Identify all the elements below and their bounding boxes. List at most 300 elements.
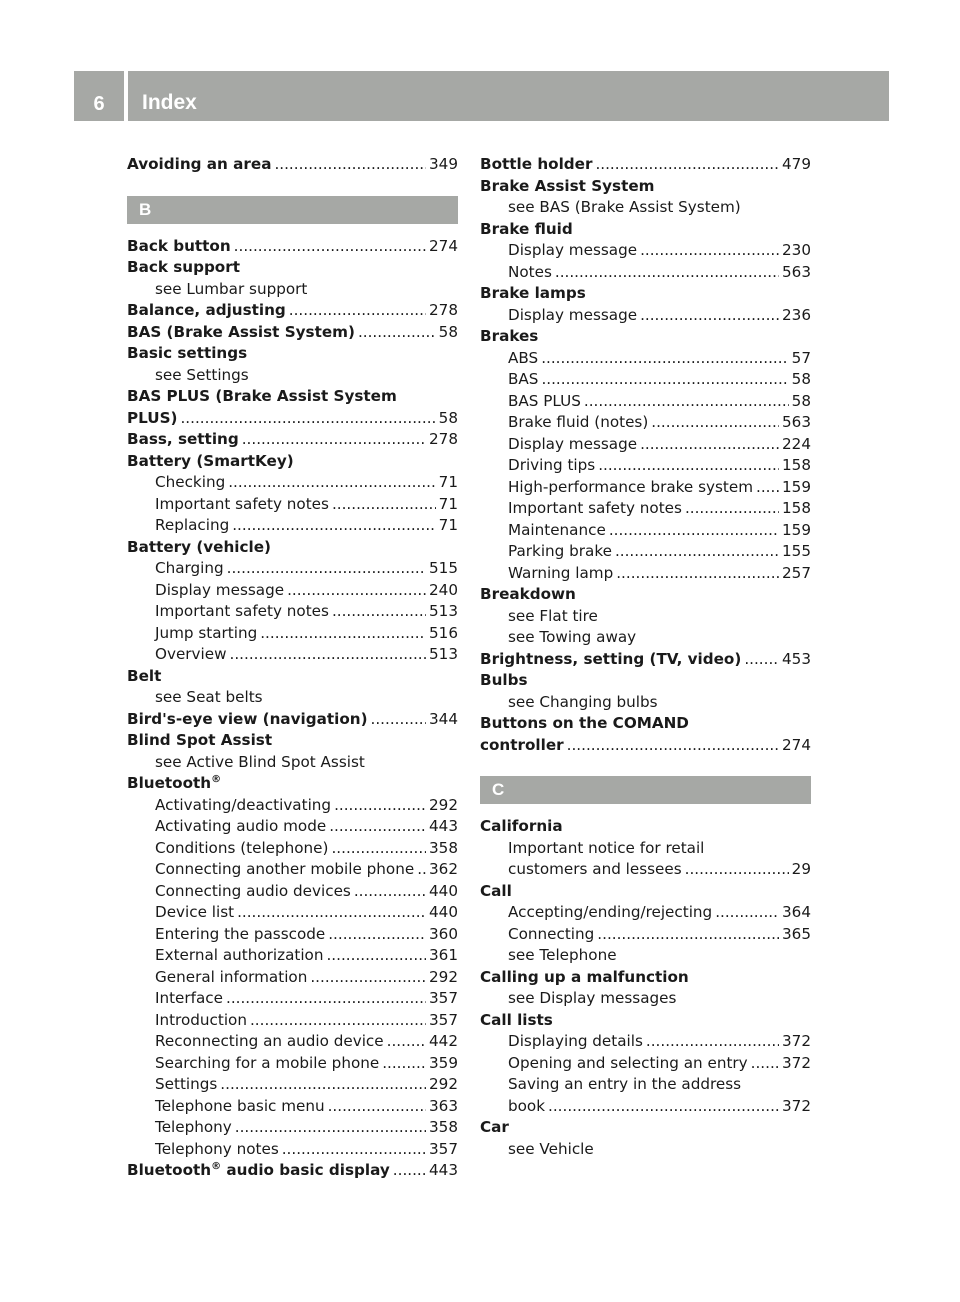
index-subentry	[127, 1096, 458, 1118]
page-reference: 292	[429, 967, 458, 986]
entry-text	[155, 494, 329, 516]
entry-text	[480, 713, 689, 735]
entry-text	[508, 692, 658, 714]
index-subentry	[127, 752, 458, 774]
index-subentry	[480, 692, 811, 714]
dot-leader	[260, 623, 426, 645]
entry-label: Brake fluid	[480, 219, 573, 238]
dot-leader	[651, 412, 779, 434]
dot-leader	[685, 859, 789, 881]
index-subentry	[127, 365, 458, 387]
index-entry	[480, 816, 811, 838]
entry-label: Brakes	[480, 327, 539, 345]
index-subentry	[480, 197, 811, 219]
page-reference: 513	[429, 602, 458, 620]
entry-label: see Active Blind Spot Assist	[155, 752, 365, 771]
dot-leader	[289, 300, 426, 322]
entry-text	[127, 773, 221, 795]
dot-leader	[274, 154, 426, 176]
index-entry	[127, 257, 458, 279]
index-subentry	[480, 305, 811, 327]
index-subentry	[127, 472, 458, 494]
entry-label: Call	[480, 881, 512, 900]
entry-text	[508, 412, 648, 434]
entry-label: Back support	[127, 258, 240, 276]
dot-leader	[567, 735, 779, 757]
entry-text	[155, 580, 284, 602]
dot-leader	[227, 558, 426, 580]
dot-leader	[332, 601, 426, 623]
entry-text	[508, 902, 712, 924]
dot-leader	[331, 838, 426, 860]
index-subentry	[127, 580, 458, 602]
entry-label: BAS (Brake Assist System)	[127, 322, 355, 341]
entry-text	[508, 563, 613, 585]
entry-text	[127, 709, 368, 731]
page-reference: 29	[791, 860, 811, 878]
index-subentry	[480, 945, 811, 967]
dot-leader	[744, 649, 779, 671]
entry-text	[127, 154, 271, 176]
index-entry	[127, 322, 458, 344]
entry-label: Interface	[155, 989, 223, 1007]
entry-text	[127, 537, 271, 559]
entry-text	[508, 541, 612, 563]
page-reference: 71	[438, 494, 458, 513]
entry-label: see Seat belts	[155, 688, 263, 706]
entry-label: Reconnecting an audio device	[155, 1032, 384, 1050]
entry-text	[155, 558, 224, 580]
entry-label: see Towing away	[508, 628, 637, 646]
entry-text	[127, 257, 240, 279]
page-reference: 158	[782, 456, 811, 474]
index-subentry	[480, 348, 811, 370]
index-subentry	[480, 412, 811, 434]
entry-text	[155, 795, 331, 817]
index-entry	[480, 1117, 811, 1139]
entry-text	[155, 1010, 247, 1032]
index-subentry	[480, 240, 811, 262]
dot-leader	[640, 434, 779, 456]
index-entry	[480, 735, 811, 757]
page-reference: 358	[429, 838, 458, 857]
entry-label: Basic settings	[127, 344, 248, 362]
dot-leader	[371, 709, 426, 731]
index-entry	[127, 343, 458, 365]
entry-label: Opening and selecting an entry	[508, 1053, 748, 1072]
index-entry	[480, 176, 811, 198]
entry-label: book	[508, 1096, 546, 1115]
entry-text	[508, 606, 598, 628]
index-entry	[127, 236, 458, 258]
index-subentry	[480, 455, 811, 477]
dot-leader	[417, 859, 426, 881]
index-subentry	[480, 477, 811, 499]
entry-label: Introduction	[155, 1010, 247, 1029]
index-entry	[127, 408, 458, 430]
index-entry	[480, 1010, 811, 1032]
entry-text	[127, 451, 294, 473]
entry-text	[508, 924, 594, 946]
index-subentry	[480, 1139, 811, 1161]
index-entry	[480, 649, 811, 671]
page-reference: 58	[438, 408, 458, 427]
entry-text	[155, 838, 328, 860]
dot-leader	[609, 520, 779, 542]
entry-text	[480, 326, 538, 348]
entry-label: Bass, setting	[127, 430, 239, 448]
index-entry	[480, 881, 811, 903]
index-subentry	[127, 279, 458, 301]
page-reference: 357	[429, 989, 458, 1007]
entry-text	[155, 902, 234, 924]
index-subentry	[127, 945, 458, 967]
dot-leader	[234, 236, 426, 258]
entry-text	[155, 601, 329, 623]
dot-leader	[548, 1096, 779, 1118]
entry-label: Call lists	[480, 1010, 553, 1029]
entry-label: Checking	[155, 473, 226, 491]
page-reference: 58	[791, 391, 811, 410]
entry-label: Bottle holder	[480, 155, 593, 173]
page-reference: 358	[429, 1118, 458, 1136]
entry-text	[127, 300, 286, 322]
entry-label: Display message	[155, 580, 285, 599]
entry-text	[155, 623, 257, 645]
index-subentry	[127, 1139, 458, 1161]
page-reference: 357	[429, 1139, 458, 1158]
index-entry	[127, 154, 458, 176]
dot-leader	[237, 902, 426, 924]
entry-list	[480, 154, 811, 756]
entry-label: Calling up a malfunction	[480, 967, 689, 986]
entry-label: Jump starting	[155, 623, 258, 642]
entry-text	[480, 881, 512, 903]
dot-leader	[387, 1031, 426, 1053]
index-subentry	[480, 262, 811, 284]
index-subentry	[127, 623, 458, 645]
page-reference: 440	[429, 903, 458, 921]
entry-label: Overview	[155, 645, 227, 663]
index-entry	[127, 300, 458, 322]
page-reference: 274	[429, 236, 458, 255]
index-subentry	[127, 1117, 458, 1139]
entry-text	[155, 859, 414, 881]
page-reference: 479	[782, 155, 811, 173]
index-subentry	[480, 1053, 811, 1075]
entry-label: Charging	[155, 559, 224, 577]
page-reference: 372	[782, 1096, 811, 1115]
entry-text	[127, 386, 397, 408]
dot-leader	[332, 494, 436, 516]
page-reference: 357	[429, 1010, 458, 1029]
entry-label: Buttons on the COMAND	[480, 714, 689, 732]
dot-leader	[685, 498, 779, 520]
entry-label: Notes	[508, 262, 552, 281]
entry-label: Activating audio mode	[155, 817, 327, 835]
entry-label: Important notice for retail	[508, 838, 705, 857]
entry-text	[155, 515, 229, 537]
entry-label: see Telephone	[508, 946, 617, 964]
entry-text	[127, 322, 355, 344]
index-subentry	[127, 859, 458, 881]
entry-text	[155, 967, 307, 989]
entry-label: Battery (SmartKey)	[127, 451, 294, 470]
page-reference: 364	[782, 903, 811, 921]
entry-text	[508, 498, 682, 520]
entry-label: Telephony notes	[155, 1139, 279, 1158]
dot-leader	[180, 408, 435, 430]
entry-text	[480, 967, 689, 989]
index-entry	[127, 429, 458, 451]
index-entry	[127, 386, 458, 408]
entry-label: BAS	[508, 370, 539, 388]
dot-leader	[235, 1117, 426, 1139]
entry-label: External authorization	[155, 946, 324, 964]
index-subentry	[127, 838, 458, 860]
dot-leader	[751, 1053, 779, 1075]
header-divider	[124, 71, 128, 121]
index-column-left	[127, 154, 458, 1182]
index-entry	[480, 219, 811, 241]
page-reference: 344	[429, 709, 458, 728]
index-subentry	[480, 1074, 811, 1096]
entry-text	[508, 197, 741, 219]
index-entry	[127, 1160, 458, 1182]
index-subentry	[127, 1053, 458, 1075]
entry-label: Saving an entry in the address	[508, 1075, 742, 1093]
dot-leader	[598, 455, 779, 477]
page-reference: 516	[429, 623, 458, 642]
index-subentry	[127, 687, 458, 709]
index-subentry	[480, 1096, 811, 1118]
entry-label: Telephone basic menu	[155, 1096, 325, 1115]
entry-label: see Lumbar support	[155, 279, 308, 298]
dot-leader	[615, 541, 779, 563]
index-subentry	[480, 498, 811, 520]
dot-leader	[584, 391, 789, 413]
entry-label: Belt	[127, 666, 162, 685]
entry-label: see Changing bulbs	[508, 692, 658, 711]
dot-leader	[250, 1010, 426, 1032]
index-column-right	[480, 154, 811, 1160]
entry-text	[480, 816, 563, 838]
entry-text	[155, 988, 223, 1010]
entry-label: Connecting	[508, 924, 595, 943]
entry-label: Settings	[155, 1075, 218, 1093]
entry-list	[127, 154, 458, 176]
dot-leader	[329, 816, 426, 838]
entry-text	[508, 391, 581, 413]
dot-leader	[282, 1139, 426, 1161]
entry-text	[155, 687, 263, 709]
page-reference: 513	[429, 645, 458, 663]
entry-text	[155, 644, 227, 666]
entry-text	[155, 365, 249, 387]
entry-label: Accepting/ending/rejecting	[508, 903, 713, 921]
page-reference: 515	[429, 559, 458, 577]
page-reference: 443	[429, 817, 458, 835]
entry-text	[127, 429, 239, 451]
index-entry	[127, 773, 458, 795]
dot-leader	[354, 881, 426, 903]
entry-label: Car	[480, 1118, 509, 1136]
page-reference: 71	[438, 516, 458, 534]
entry-label: Blind Spot Assist	[127, 731, 273, 749]
dot-leader	[541, 369, 788, 391]
entry-label: Balance, adjusting	[127, 301, 286, 319]
dot-leader	[358, 322, 436, 344]
entry-label: Display message	[508, 241, 638, 259]
entry-text	[508, 305, 637, 327]
index-subentry	[127, 494, 458, 516]
entry-text	[480, 176, 655, 198]
entry-label: Conditions (telephone)	[155, 838, 329, 857]
entry-label: Important safety notes	[508, 499, 682, 517]
entry-list	[127, 236, 458, 1182]
page-reference: 372	[782, 1053, 811, 1072]
dot-leader	[555, 262, 779, 284]
entry-text	[508, 348, 538, 370]
index-subentry	[480, 627, 811, 649]
dot-leader	[220, 1074, 426, 1096]
entry-text	[480, 283, 586, 305]
entry-text	[480, 735, 564, 757]
entry-text	[508, 1031, 643, 1053]
entry-text	[155, 945, 323, 967]
dot-leader	[230, 644, 426, 666]
index-subentry	[480, 859, 811, 881]
page-reference: 274	[782, 735, 811, 754]
dot-leader	[541, 348, 788, 370]
registered-mark: ®	[211, 773, 222, 785]
dot-leader	[715, 902, 779, 924]
entry-text	[155, 1053, 379, 1075]
entry-label: General information	[155, 967, 308, 986]
page-number: 6	[93, 93, 105, 115]
entry-text	[508, 627, 636, 649]
index-entry	[127, 709, 458, 731]
dot-leader	[226, 988, 426, 1010]
page-reference: 57	[791, 348, 811, 367]
entry-label: BAS PLUS	[508, 391, 581, 410]
index-subentry	[127, 1010, 458, 1032]
page-reference: 159	[782, 477, 811, 496]
entry-label: Breakdown	[480, 585, 576, 603]
entry-text	[155, 1074, 217, 1096]
entry-text	[155, 752, 365, 774]
index-entry	[480, 283, 811, 305]
entry-label: Brightness, setting (TV, video)	[480, 649, 742, 668]
entry-label: Displaying details	[508, 1032, 643, 1050]
entry-text	[480, 219, 573, 241]
entry-label: Telephony	[155, 1118, 232, 1136]
entry-label: see Flat tire	[508, 606, 598, 625]
entry-label: Battery (vehicle)	[127, 537, 271, 556]
index-subentry	[480, 434, 811, 456]
entry-label: Brake fluid (notes)	[508, 413, 649, 431]
entry-text	[508, 369, 538, 391]
entry-label: Important safety notes	[155, 494, 329, 513]
entry-label: Connecting another mobile phone	[155, 860, 415, 878]
entry-label: Maintenance	[508, 520, 606, 539]
entry-text	[480, 1010, 553, 1032]
page-reference: 159	[782, 520, 811, 539]
index-subentry	[127, 816, 458, 838]
page-reference: 563	[782, 413, 811, 431]
entry-text	[155, 881, 351, 903]
dot-leader	[287, 580, 426, 602]
entry-text	[155, 1096, 325, 1118]
index-entry	[480, 326, 811, 348]
entry-text	[508, 1139, 594, 1161]
entry-label: Activating/deactivating	[155, 795, 332, 814]
entry-text	[508, 434, 637, 456]
index-entry	[127, 666, 458, 688]
entry-text	[508, 477, 753, 499]
entry-text	[508, 455, 595, 477]
entry-text	[155, 279, 307, 301]
page-reference: 563	[782, 262, 811, 281]
index-entry	[127, 451, 458, 473]
page-reference: 257	[782, 563, 811, 582]
entry-text	[480, 584, 576, 606]
page-reference: 360	[429, 924, 458, 943]
entry-text	[127, 1160, 390, 1182]
index-subentry	[480, 1031, 811, 1053]
index-entry	[480, 584, 811, 606]
entry-text	[155, 1031, 384, 1053]
entry-label: Avoiding an area	[127, 155, 272, 173]
entry-text	[508, 838, 704, 860]
index-entry	[480, 713, 811, 735]
page-reference: 155	[782, 542, 811, 560]
dot-leader	[640, 240, 779, 262]
index-subentry	[480, 563, 811, 585]
dot-leader	[232, 515, 435, 537]
page-reference: 58	[791, 370, 811, 388]
section-letter-c: C	[480, 776, 811, 804]
index-subentry	[127, 795, 458, 817]
dot-leader	[616, 563, 779, 585]
dot-leader	[595, 154, 779, 176]
page-reference: 71	[438, 473, 458, 491]
page-reference: 359	[429, 1053, 458, 1072]
entry-text	[508, 520, 606, 542]
index-subentry	[480, 924, 811, 946]
entry-text	[127, 343, 247, 365]
index-subentry	[480, 838, 811, 860]
entry-label: Bluetooth	[127, 774, 212, 792]
entry-text	[508, 262, 552, 284]
entry-text	[480, 1117, 509, 1139]
index-subentry	[127, 967, 458, 989]
entry-text	[155, 1117, 232, 1139]
entry-text	[508, 1074, 741, 1096]
index-subentry	[127, 601, 458, 623]
entry-text	[127, 666, 161, 688]
page-reference: 349	[429, 155, 458, 173]
dot-leader	[328, 924, 426, 946]
entry-text	[127, 408, 177, 430]
page-reference: 292	[429, 795, 458, 814]
entry-text	[508, 1096, 545, 1118]
entry-label: California	[480, 817, 563, 835]
dot-leader	[334, 795, 426, 817]
entry-label: High-performance brake system	[508, 477, 754, 496]
page-reference: 365	[782, 924, 811, 943]
registered-mark: ®	[211, 1160, 222, 1172]
